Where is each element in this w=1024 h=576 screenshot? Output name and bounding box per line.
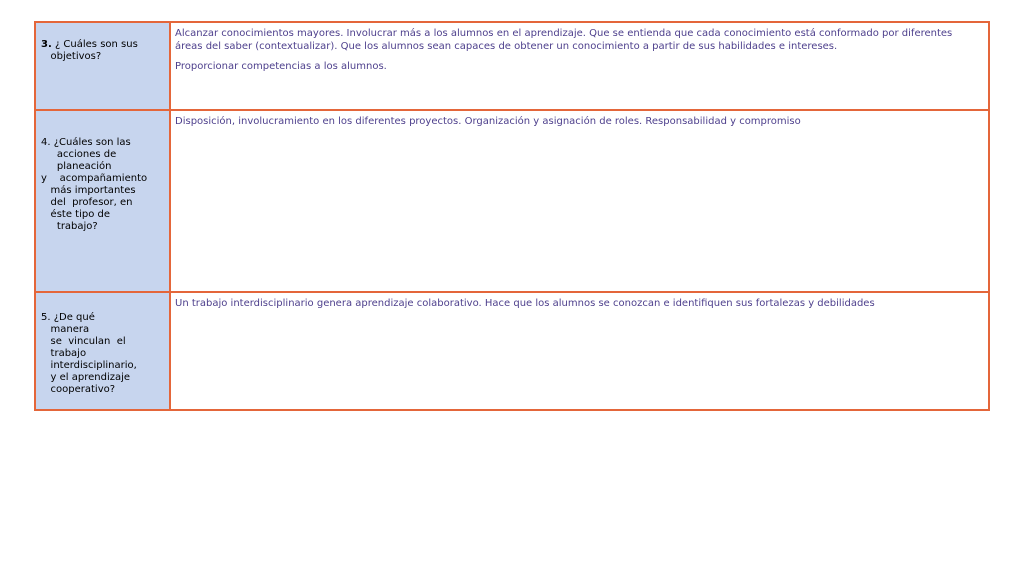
question-line: 4. ¿Cuáles son las <box>41 137 131 148</box>
question-number: 3. <box>41 39 52 50</box>
answer-text <box>171 111 988 128</box>
question-text <box>36 111 169 233</box>
question-line: acciones de <box>41 149 117 160</box>
question-line: éste tipo de <box>41 209 110 220</box>
question-line: manera <box>41 324 90 335</box>
question-line <box>41 39 169 51</box>
answer-text <box>171 293 988 310</box>
question-cell <box>35 292 170 410</box>
question-cell <box>35 110 170 292</box>
answer-paragraph: Proporcionar competencias a los alumnos. <box>175 61 387 72</box>
question-line: del profesor, en <box>41 197 133 208</box>
answer-cell <box>170 110 989 292</box>
question-line: planeación <box>41 161 112 172</box>
question-line: trabajo <box>41 348 87 359</box>
question-cell <box>35 22 170 110</box>
question-line: cooperativo? <box>41 384 116 395</box>
answer-paragraph: Disposición, involucramiento en los diferentes proyectos. Organización y asignación de roles. Responsabilidad y compromiso <box>175 116 801 127</box>
answer-cell <box>170 22 989 110</box>
answer-cell <box>170 292 989 410</box>
question-line: más importantes <box>41 185 136 196</box>
table-row <box>35 22 989 110</box>
answer-paragraph: Un trabajo interdisciplinario genera aprendizaje colaborativo. Hace que los alumnos se conozcan e identifiquen sus fortalezas y debilidades <box>175 298 875 309</box>
question-line: y acompañamiento <box>41 173 148 184</box>
question-line: objetivos? <box>41 51 102 62</box>
question-line: y el aprendizaje <box>41 372 131 383</box>
question-line: interdisciplinario, <box>41 360 137 371</box>
question-text <box>36 23 169 63</box>
answer-text <box>171 23 988 73</box>
answer-paragraph: Alcanzar conocimientos mayores. Involucrar más a los alumnos en el aprendizaje. Que se entienda que cada conocimiento está conformado por diferentes áreas del saber (contextualizar). Que los alumnos sean capaces de obtener un conocimiento a partir de sus habilidades e intereses. <box>175 28 953 52</box>
question-text <box>36 293 169 396</box>
question-line: trabajo? <box>41 221 98 232</box>
table-row <box>35 110 989 292</box>
question-line-text: ¿ Cuáles son sus <box>51 39 138 50</box>
question-line: 5. ¿De qué <box>41 312 95 323</box>
question-line: se vinculan el <box>41 336 126 347</box>
questions-table <box>34 21 990 411</box>
table-row <box>35 292 989 410</box>
